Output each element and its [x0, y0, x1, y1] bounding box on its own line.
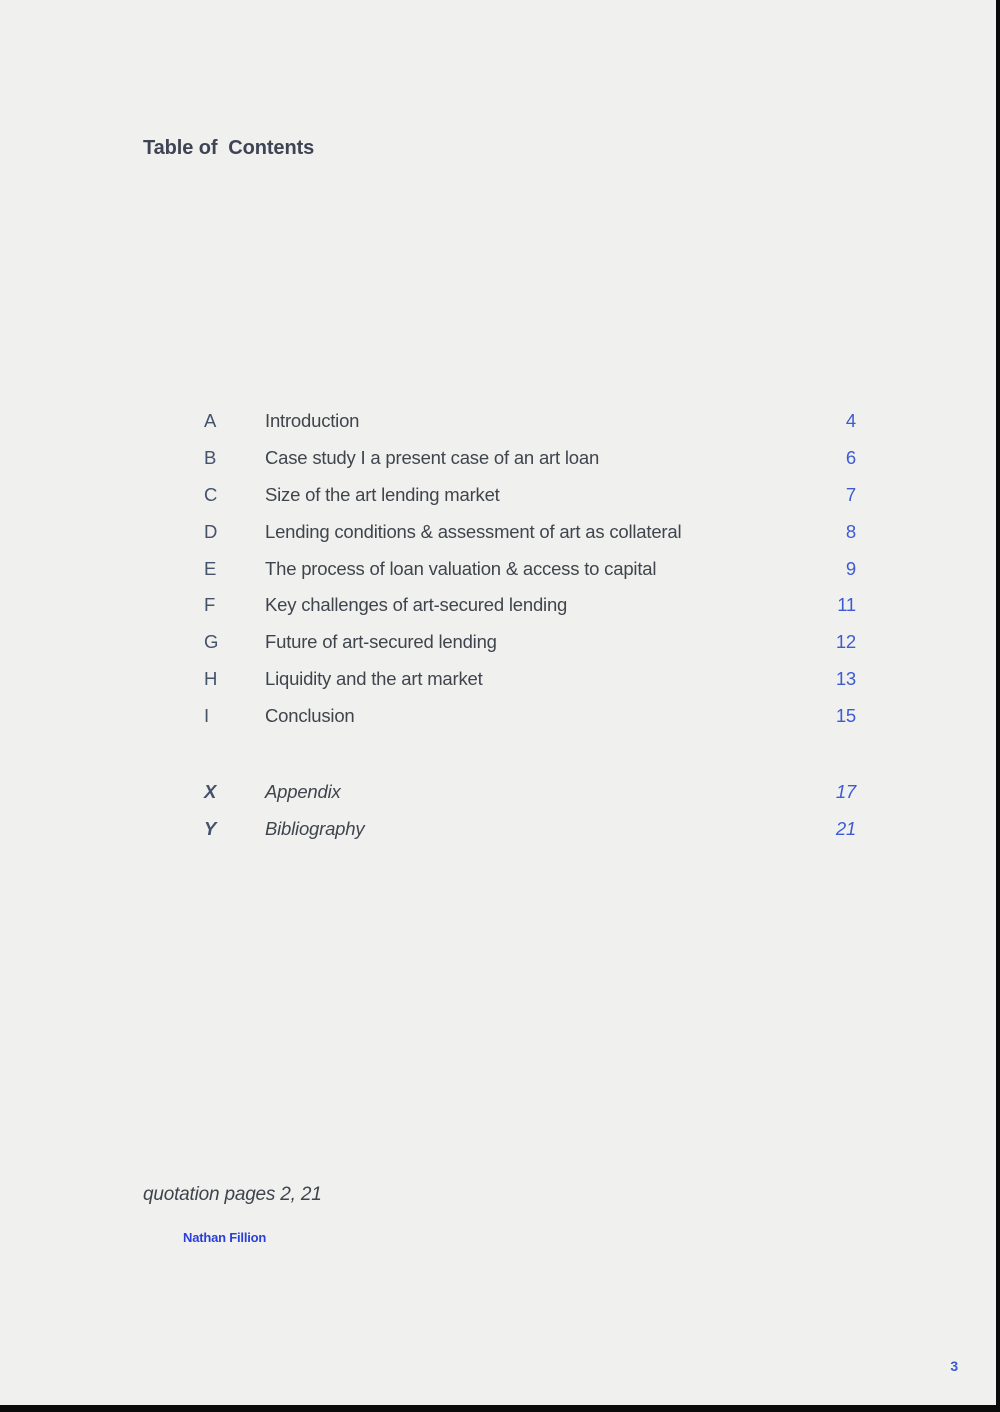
- toc-entry-letter: G: [204, 631, 219, 653]
- toc-row: [204, 774, 856, 811]
- toc-row: [204, 587, 856, 624]
- toc-entry-page[interactable]: 17: [835, 781, 856, 803]
- toc-entry-page[interactable]: 9: [845, 557, 856, 579]
- toc-row: [204, 477, 856, 514]
- toc-entry-title[interactable]: Case study I a present case of an art loan: [265, 447, 600, 469]
- toc-entry-letter: D: [204, 520, 218, 542]
- toc-entry-letter: A: [204, 410, 217, 432]
- toc-entry-page[interactable]: 21: [835, 818, 856, 840]
- toc-entry-page[interactable]: 8: [845, 520, 856, 542]
- author-link[interactable]: Nathan Fillion: [183, 1230, 267, 1245]
- toc-row: [204, 811, 856, 848]
- toc-entry-letter: B: [204, 447, 217, 469]
- toc-entry-title[interactable]: Bibliography: [265, 818, 365, 840]
- page-title: Table of Contents: [143, 137, 315, 159]
- toc-row: [204, 624, 856, 661]
- toc-row: [204, 440, 856, 477]
- toc-row: [204, 661, 856, 698]
- toc-list: [204, 403, 856, 734]
- toc-entry-letter: C: [204, 483, 218, 505]
- toc-row: [204, 550, 856, 587]
- toc-entry-letter: I: [204, 704, 209, 726]
- toc-entry-page[interactable]: 7: [845, 483, 856, 505]
- toc-entry-title[interactable]: Size of the art lending market: [265, 483, 500, 505]
- toc-row: [204, 697, 856, 734]
- toc-entry-letter: Y: [204, 818, 217, 840]
- page-number: 3: [950, 1358, 958, 1374]
- toc-entry-page[interactable]: 6: [845, 447, 856, 469]
- toc-entry-page[interactable]: 12: [835, 631, 856, 653]
- toc-entry-page[interactable]: 4: [845, 410, 856, 432]
- toc-entry-title[interactable]: The process of loan valuation & access to capital: [265, 557, 657, 579]
- toc-entry-title[interactable]: Future of art-secured lending: [265, 631, 497, 653]
- toc-entry-letter: E: [204, 557, 217, 579]
- toc-row: [204, 513, 856, 550]
- toc-entry-letter: F: [204, 594, 216, 616]
- toc-entry-letter: X: [204, 781, 217, 803]
- toc-entry-title[interactable]: Key challenges of art-secured lending: [265, 594, 568, 616]
- toc-appendix-list: [204, 774, 856, 848]
- toc-entry-page[interactable]: 11: [837, 594, 856, 616]
- toc-row: [204, 403, 856, 440]
- toc-entry-title[interactable]: Appendix: [265, 781, 341, 803]
- quotation-note: quotation pages 2, 21: [143, 1184, 322, 1205]
- toc-entry-page[interactable]: 15: [835, 704, 856, 726]
- toc-entry-title[interactable]: Introduction: [265, 410, 360, 432]
- toc-entry-title[interactable]: Liquidity and the art market: [265, 667, 483, 689]
- toc-entry-title[interactable]: Conclusion: [265, 704, 355, 726]
- toc-entry-letter: H: [204, 667, 218, 689]
- toc-entry-page[interactable]: 13: [835, 667, 856, 689]
- toc-entry-title[interactable]: Lending conditions & assessment of art as collateral: [265, 520, 682, 542]
